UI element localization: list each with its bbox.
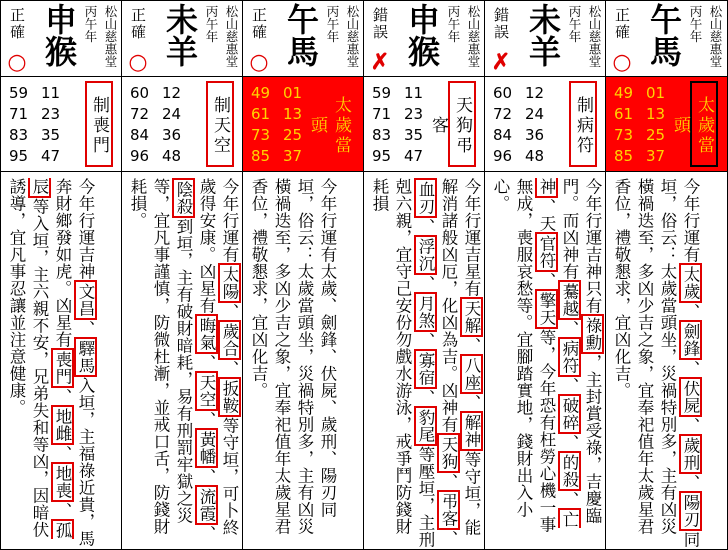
lucky-numbers-box xyxy=(364,77,484,172)
text-segment: 今年行運吉神 xyxy=(76,178,95,280)
zodiac-column xyxy=(606,1,727,549)
wrong-mark-icon: ✗ xyxy=(370,49,390,75)
fortune-text xyxy=(368,178,483,549)
text-segment: 天 xyxy=(537,215,556,232)
lucky-number: 11 xyxy=(41,84,61,102)
text-segment: 到垣，主有破財暗耗，易有刑罰牢獄之災等，宜凡事謹慎，防微杜漸，並戒口舌，防錢財耗損。 xyxy=(128,178,193,535)
lucky-numbers xyxy=(130,84,202,166)
lucky-number: 11 xyxy=(404,84,424,102)
column-header xyxy=(606,1,727,77)
fortune-text-area xyxy=(364,174,484,549)
lucky-number: 01 xyxy=(646,84,666,102)
highlighted-star: 孤辰 xyxy=(30,178,72,539)
text-segment: 、 xyxy=(560,377,579,394)
year-label: 丙午年 xyxy=(446,5,461,43)
lucky-number: 49 xyxy=(251,84,271,102)
lucky-numbers-box xyxy=(122,77,242,172)
text-segment: 、 xyxy=(560,434,579,451)
highlighted-star: 的殺 xyxy=(558,451,581,491)
lucky-number: 73 xyxy=(251,126,271,144)
column-header xyxy=(485,1,605,77)
remedy-tag: 天狗弔客 xyxy=(448,81,476,167)
status-label: 正確 xyxy=(8,7,26,41)
lucky-number: 95 xyxy=(372,147,392,165)
lucky-number: 37 xyxy=(283,147,303,165)
fortune-text xyxy=(489,178,604,549)
lucky-numbers xyxy=(9,84,81,166)
zodiac-column xyxy=(364,1,485,549)
status-label: 錯誤 xyxy=(371,7,389,41)
lucky-number: 47 xyxy=(404,147,424,165)
highlighted-star: 太歲 xyxy=(679,263,702,303)
highlighted-star: 陰殺 xyxy=(172,178,195,218)
highlighted-star: 地喪 xyxy=(51,462,74,502)
temple-name: 松山慈惠堂 xyxy=(103,5,118,68)
highlighted-star: 擎天 xyxy=(535,289,558,329)
lucky-number: 23 xyxy=(41,105,61,123)
lucky-number: 36 xyxy=(525,126,545,144)
lucky-number: 35 xyxy=(41,126,61,144)
year-label: 丙午年 xyxy=(204,5,219,43)
lucky-number: 01 xyxy=(283,84,303,102)
lucky-number: 59 xyxy=(372,84,392,102)
text-segment: 、 xyxy=(439,530,458,547)
text-segment: 等守垣，可卜終歲得安康。凶星有 xyxy=(197,178,239,536)
highlighted-star: 血刃 xyxy=(414,178,437,218)
fortune-text-area xyxy=(122,174,242,549)
highlighted-star: 陽刃 xyxy=(679,491,702,531)
text-segment: 、 xyxy=(197,411,216,428)
text-segment: 、 xyxy=(681,360,700,377)
text-segment: 、 xyxy=(681,417,700,434)
year-label: 丙午年 xyxy=(83,5,98,43)
lucky-number: 95 xyxy=(9,147,29,165)
lucky-number: 37 xyxy=(646,147,666,165)
lucky-number: 13 xyxy=(646,105,666,123)
highlighted-star: 文昌 xyxy=(74,280,97,320)
lucky-number: 25 xyxy=(646,126,666,144)
status-label: 正確 xyxy=(250,7,268,41)
text-segment: 、 xyxy=(220,360,239,377)
text-segment: 、 xyxy=(197,525,216,542)
lucky-number: 60 xyxy=(493,84,513,102)
text-segment: 等入垣，主六親不安，兄弟失和等凶，因暗伏誘導，宜凡事忍讓並注意健康。 xyxy=(7,178,49,538)
fortune-text xyxy=(247,178,339,549)
fortune-text xyxy=(610,178,702,549)
text-segment: 、 xyxy=(53,445,72,462)
lucky-number: 25 xyxy=(283,126,303,144)
lucky-number: 85 xyxy=(614,147,634,165)
temple-name: 松山慈惠堂 xyxy=(345,5,360,68)
text-segment: 、 xyxy=(76,320,95,337)
text-segment: 、 xyxy=(681,474,700,491)
text-segment: 、 xyxy=(439,473,458,490)
lucky-number: 72 xyxy=(130,105,150,123)
highlighted-star: 豹尾 xyxy=(414,406,437,446)
zodiac-animal: 未羊 xyxy=(161,3,199,67)
correct-mark-icon: ○ xyxy=(7,49,27,75)
lucky-number: 49 xyxy=(614,84,634,102)
highlighted-star: 歲刑 xyxy=(679,434,702,474)
lucky-number: 72 xyxy=(493,105,513,123)
fortune-text xyxy=(126,178,241,549)
temple-name: 松山慈惠堂 xyxy=(224,5,239,68)
zodiac-column xyxy=(243,1,364,549)
column-header xyxy=(122,1,242,77)
fortune-text-area xyxy=(485,174,605,549)
highlighted-star: 歲合 xyxy=(218,320,241,360)
text-segment: 、 xyxy=(537,272,556,289)
lucky-number: 47 xyxy=(41,147,61,165)
zodiac-column xyxy=(485,1,606,549)
highlighted-star: 寡宿 xyxy=(414,349,437,389)
remedy-tag: 太歲當頭 xyxy=(690,81,718,167)
correct-mark-icon: ○ xyxy=(128,49,148,75)
lucky-number: 24 xyxy=(525,105,545,123)
highlighted-star: 喪門 xyxy=(51,348,74,388)
column-header xyxy=(243,1,363,77)
fortune-text-area xyxy=(1,174,121,549)
remedy-tag: 制病符 xyxy=(569,81,597,167)
lucky-numbers-box xyxy=(606,77,727,172)
highlighted-star: 浮沉 xyxy=(414,235,437,275)
lucky-numbers-box xyxy=(1,77,121,172)
remedy-tag: 制喪門 xyxy=(85,81,113,167)
highlighted-star: 黃幡 xyxy=(195,428,218,468)
lucky-numbers-box xyxy=(485,77,605,172)
text-segment: 等壓垣，主刑剋六親，宜守己安份勿戲水游泳，戒爭鬥防錢財耗損 xyxy=(370,178,435,548)
zodiac-column xyxy=(122,1,243,549)
text-segment: 、 xyxy=(537,198,556,215)
lucky-number: 36 xyxy=(162,126,182,144)
highlighted-star: 天空 xyxy=(195,371,218,411)
lucky-number: 71 xyxy=(9,105,29,123)
zodiac-animal: 申猴 xyxy=(40,3,78,67)
lucky-number: 61 xyxy=(251,105,271,123)
lucky-number: 48 xyxy=(525,147,545,165)
status-label: 錯誤 xyxy=(492,7,510,41)
column-header xyxy=(1,1,121,77)
temple-name: 松山慈惠堂 xyxy=(708,5,723,68)
text-segment: 入垣，主福祿近貴，馬奔財鄉發如虎。凶星有 xyxy=(53,178,95,547)
lucky-number: 23 xyxy=(404,105,424,123)
text-segment: 今年行運吉神只有 xyxy=(583,178,602,314)
column-header xyxy=(364,1,484,77)
year-label: 丙午年 xyxy=(567,5,582,43)
text-segment: 今年行運有 xyxy=(220,178,239,263)
lucky-number: 71 xyxy=(372,105,392,123)
text-segment: 等守垣，能解消諸般凶厄，化凶為吉。凶神有 xyxy=(439,178,481,536)
zodiac-animal: 午馬 xyxy=(282,3,320,67)
text-segment: 、 xyxy=(462,337,481,354)
highlighted-star: 驀越 xyxy=(558,280,581,320)
highlighted-star: 亡神 xyxy=(537,178,579,528)
lucky-number: 83 xyxy=(9,126,29,144)
highlighted-star: 劍鋒 xyxy=(679,320,702,360)
highlighted-star: 病符 xyxy=(558,337,581,377)
status-label: 正確 xyxy=(613,7,631,41)
text-segment: 今年行運吉星有 xyxy=(462,178,481,297)
text-segment: 、 xyxy=(560,491,579,508)
highlighted-star: 地雌 xyxy=(51,405,74,445)
highlighted-star: 太陽 xyxy=(218,263,241,303)
lucky-number: 24 xyxy=(162,105,182,123)
lucky-number: 84 xyxy=(130,126,150,144)
zodiac-animal: 申猴 xyxy=(403,3,441,67)
lucky-number: 35 xyxy=(404,126,424,144)
lucky-number: 12 xyxy=(162,84,182,102)
lucky-number: 85 xyxy=(251,147,271,165)
highlighted-star: 驛馬 xyxy=(74,337,97,377)
lucky-numbers xyxy=(493,84,565,166)
lucky-number: 12 xyxy=(525,84,545,102)
highlighted-star: 八座 xyxy=(460,354,483,394)
fortune-text-area xyxy=(606,174,727,549)
text-segment: 、 xyxy=(53,388,72,405)
fortune-text-area xyxy=(243,174,363,549)
lucky-number: 59 xyxy=(9,84,29,102)
highlighted-star: 破碎 xyxy=(558,394,581,434)
lucky-number: 96 xyxy=(130,147,150,165)
correct-mark-icon: ○ xyxy=(249,49,269,75)
lucky-number: 60 xyxy=(130,84,150,102)
text-segment: 、 xyxy=(197,354,216,371)
text-segment: 等，今年恐有枉勞心機一事無成，喪服哀愁等。宜腳踏實地，錢財出入小心。 xyxy=(491,178,556,533)
highlighted-star: 祿勳 xyxy=(581,314,604,354)
lucky-number: 13 xyxy=(283,105,303,123)
status-label: 正確 xyxy=(129,7,147,41)
text-segment: 、 xyxy=(197,468,216,485)
temple-name: 松山慈惠堂 xyxy=(466,5,481,68)
text-segment: 、 xyxy=(416,389,435,406)
highlighted-star: 官符 xyxy=(535,232,558,272)
text-segment: 、 xyxy=(416,218,435,235)
lucky-number: 96 xyxy=(493,147,513,165)
text-segment: 、 xyxy=(416,332,435,349)
year-label: 丙午年 xyxy=(325,5,340,43)
text-segment: ，主封賞受祿，吉慶臨門。而凶神有 xyxy=(560,178,602,524)
zodiac-column xyxy=(1,1,122,549)
highlighted-star: 伏屍 xyxy=(679,377,702,417)
text-segment: 今年行運有太歲、劍鋒、伏屍、歲刑、陽刃同垣，俗云：太歲當頭坐，災禍特別多，主有凶災橫禍迭至，多凶少吉之象，宜奉祀值年太歲星君香位，禮敬懇求，宜凶化吉。 xyxy=(249,178,337,535)
highlighted-star: 弔客 xyxy=(437,490,460,530)
remedy-tag: 制天空 xyxy=(206,81,234,167)
wrong-mark-icon: ✗ xyxy=(491,49,511,75)
highlighted-star: 流霞 xyxy=(195,485,218,525)
lucky-number: 73 xyxy=(614,126,634,144)
text-segment: 今年行運有 xyxy=(681,178,700,263)
text-segment: 同垣，俗云：太歲當頭坐，災禍特別多，主有凶災橫禍迭至，多凶少吉之象，宜奉祀值年太歲星君香位，禮敬懇求，宜凶化吉。 xyxy=(612,178,700,548)
correct-mark-icon: ○ xyxy=(612,49,632,75)
text-segment: 、 xyxy=(462,394,481,411)
zodiac-animal: 未羊 xyxy=(524,3,562,67)
lucky-number: 83 xyxy=(372,126,392,144)
highlighted-star: 月煞 xyxy=(414,292,437,332)
remedy-tag: 太歲當頭 xyxy=(327,81,355,167)
highlighted-star: 解神 xyxy=(460,411,483,451)
lucky-numbers-box xyxy=(243,77,363,172)
year-label: 丙午年 xyxy=(688,5,703,43)
text-segment: 、 xyxy=(560,320,579,337)
fortune-text xyxy=(5,178,97,549)
temple-name: 松山慈惠堂 xyxy=(587,5,602,68)
zodiac-animal: 午馬 xyxy=(645,3,683,67)
lucky-number: 61 xyxy=(614,105,634,123)
lucky-number: 48 xyxy=(162,147,182,165)
text-segment: 、 xyxy=(53,502,72,519)
highlighted-star: 晦氣 xyxy=(195,314,218,354)
highlighted-star: 天狗 xyxy=(437,433,460,473)
text-segment: 、 xyxy=(416,275,435,292)
highlighted-star: 扳鞍 xyxy=(218,377,241,417)
lucky-number: 84 xyxy=(493,126,513,144)
highlighted-star: 天解 xyxy=(460,297,483,337)
text-segment: 、 xyxy=(220,303,239,320)
text-segment: 、 xyxy=(681,303,700,320)
